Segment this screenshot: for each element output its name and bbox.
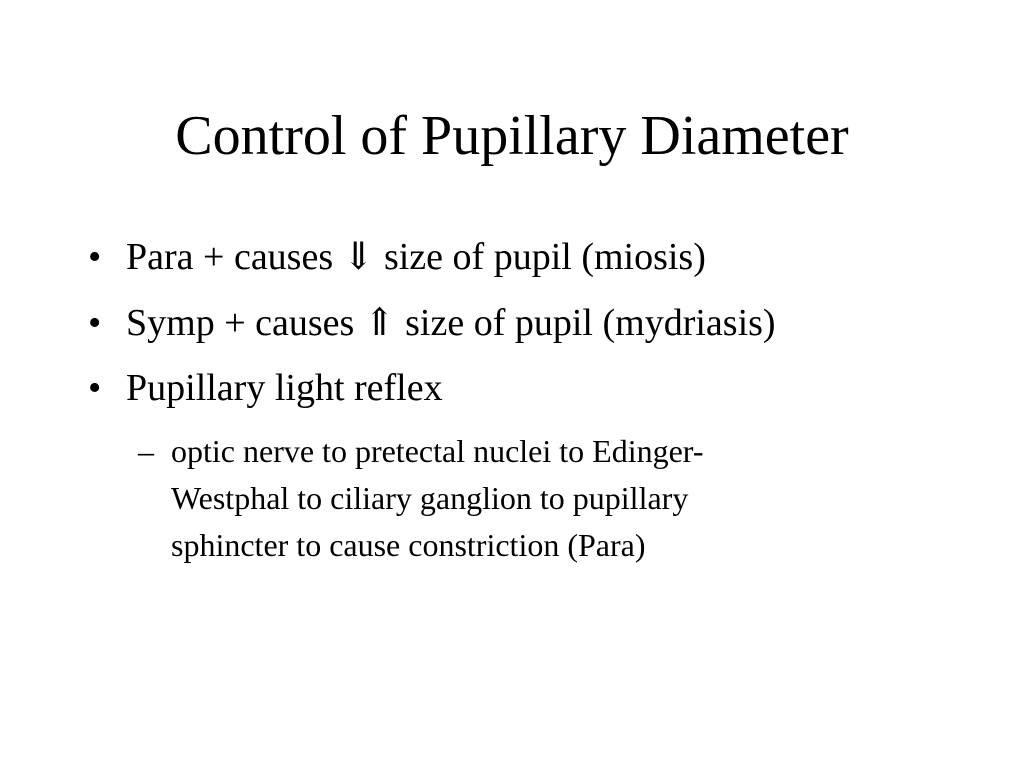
bullet-marker: • [88,302,102,344]
slide-title: Control of Pupillary Diameter [175,105,849,167]
bullet-item [88,365,443,411]
sub-bullet-item [138,428,858,569]
bullet-text: Pupillary light reflex [126,367,443,409]
bullet-text: Symp + causes ⇑ size of pupil (mydriasis) [126,302,776,344]
sub-bullet-line: optic nerve to pretectal nuclei to Edinger- [171,433,704,469]
bullet-item [88,300,776,346]
sub-bullet-marker: – [138,433,154,469]
bullet-item [88,234,706,280]
sub-bullet-line: sphincter to cause constriction (Para) [171,527,646,563]
bullet-marker: • [88,236,102,278]
sub-bullet-line: Westphal to ciliary ganglion to pupillary [171,480,689,516]
bullet-text: Para + causes ⇓ size of pupil (miosis) [126,236,706,278]
bullet-marker: • [88,367,102,409]
